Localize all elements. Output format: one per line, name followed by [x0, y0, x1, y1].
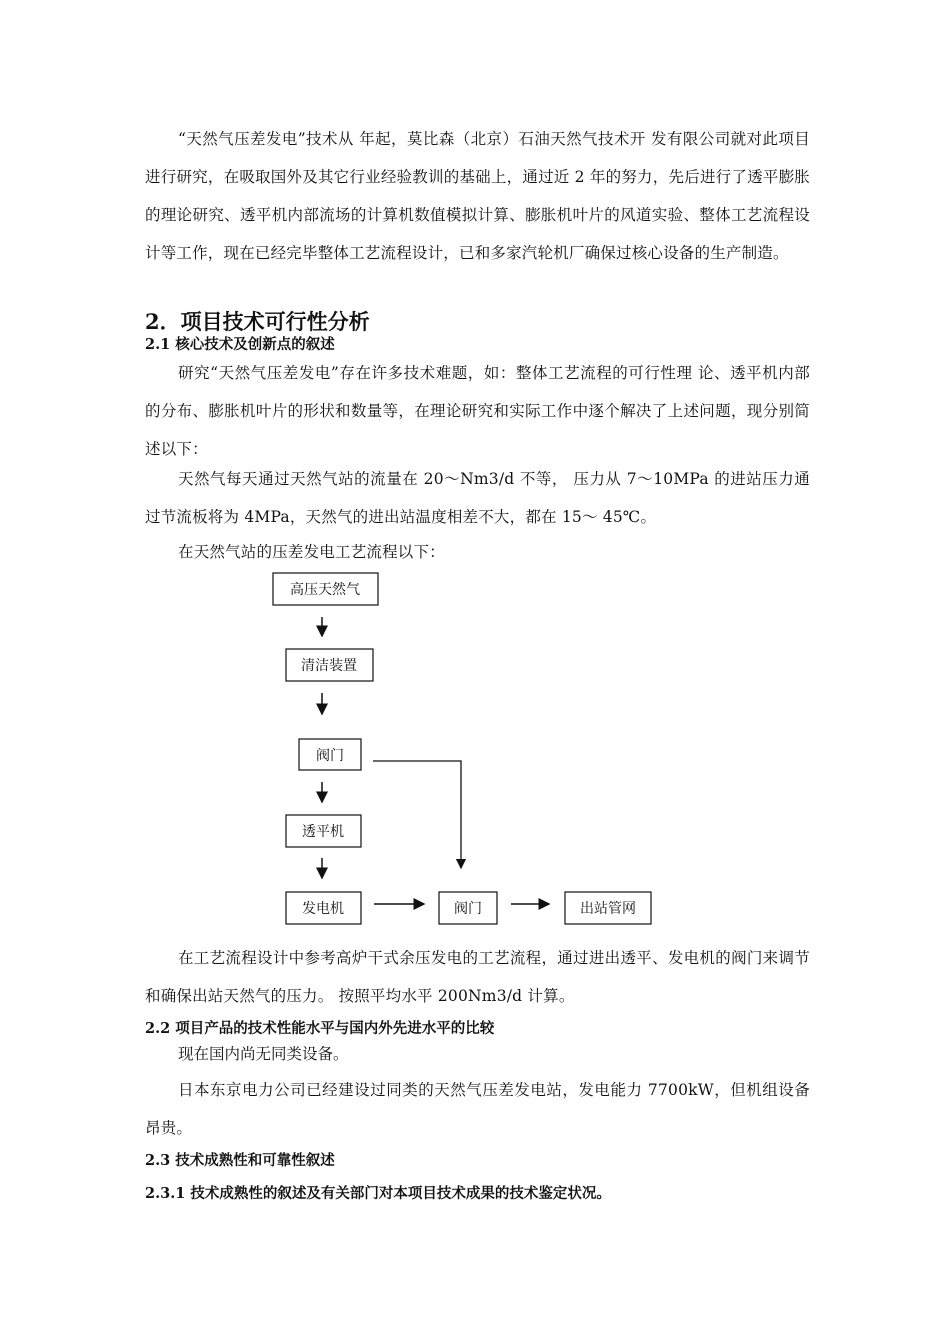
box-turbine — [286, 815, 361, 847]
box-outlet-network-label: 出站管网 — [580, 901, 636, 917]
section-2-3-heading: 2.3 技术成熟性和可靠性叙述 — [145, 1152, 335, 1169]
section-2-heading: 2．项目技术可行性分析 — [145, 309, 370, 334]
japan-paragraph: 日本东京电力公司已经建设过同类的天然气压差发电站，发电能力 7700kW，但机组设备昂贵。 — [145, 1081, 810, 1137]
box-high-pressure-gas-label: 高压天然气 — [290, 582, 360, 598]
box-outlet-network — [565, 892, 651, 924]
intro-paragraph: “天然气压差发电”技术从 年起，莫比森（北京）石油天然气技术开 发有限公司就对此项目进行研究，在吸取国外及其它行业经验教训的基础上，通过近 2 年的努力，先后进行了透平膨胀的理论研究、透平机内部流场的计算机数值模拟计算、膨胀机叶片的风道实验、整体工艺流程设计等工作，现在已经完毕整体工艺流程设计，已和多家汽轮机厂确保过核心设备的生产制造。 — [145, 130, 810, 262]
box-cleaning-device — [286, 649, 373, 681]
research-paragraph: 研究“天然气压差发电”存在许多技术难题，如：整体工艺流程的可行性理 论、透平机内部的分布、膨胀机叶片的形状和数量等，在理论研究和实际工作中逐个解决了上述问题，现分别简述以下： — [145, 364, 810, 458]
flow-rate-paragraph: 天然气每天通过天然气站的流量在 20～Nm3/d 不等， 压力从 7～10MPa 的进站压力通过节流板将为 4MPa，天然气的进出站温度相差不大，都在 15～ 45℃。 — [145, 470, 810, 526]
box-valve-1-label: 阀门 — [316, 748, 344, 764]
box-valve-2-label: 阀门 — [454, 901, 482, 917]
box-valve-1 — [299, 739, 361, 770]
box-cleaning-device-label: 清洁装置 — [301, 658, 357, 674]
process-design-paragraph: 在工艺流程设计中参考高炉干式余压发电的工艺流程，通过进出透平、发电机的阀门来调节和确保出站天然气的压力。 按照平均水平 200Nm3/d 计算。 — [145, 949, 810, 1005]
box-turbine-label: 透平机 — [302, 824, 344, 840]
process-intro-paragraph: 在天然气站的压差发电工艺流程以下： — [178, 543, 445, 561]
domestic-paragraph: 现在国内尚无同类设备。 — [178, 1045, 349, 1063]
section-2-2-heading: 2.2 项目产品的技术性能水平与国内外先进水平的比较 — [145, 1020, 495, 1037]
section-2-1-heading: 2.1 核心技术及创新点的叙述 — [145, 336, 335, 353]
section-2-3-1-heading: 2.3.1 技术成熟性的叙述及有关部门对本项目技术成果的技术鉴定状况。 — [145, 1185, 611, 1202]
box-generator-label: 发电机 — [302, 901, 344, 917]
arrow-bypass-valve-to-valve — [373, 761, 461, 868]
box-high-pressure-gas — [273, 573, 378, 605]
box-generator — [286, 892, 361, 924]
box-valve-2 — [439, 892, 497, 924]
